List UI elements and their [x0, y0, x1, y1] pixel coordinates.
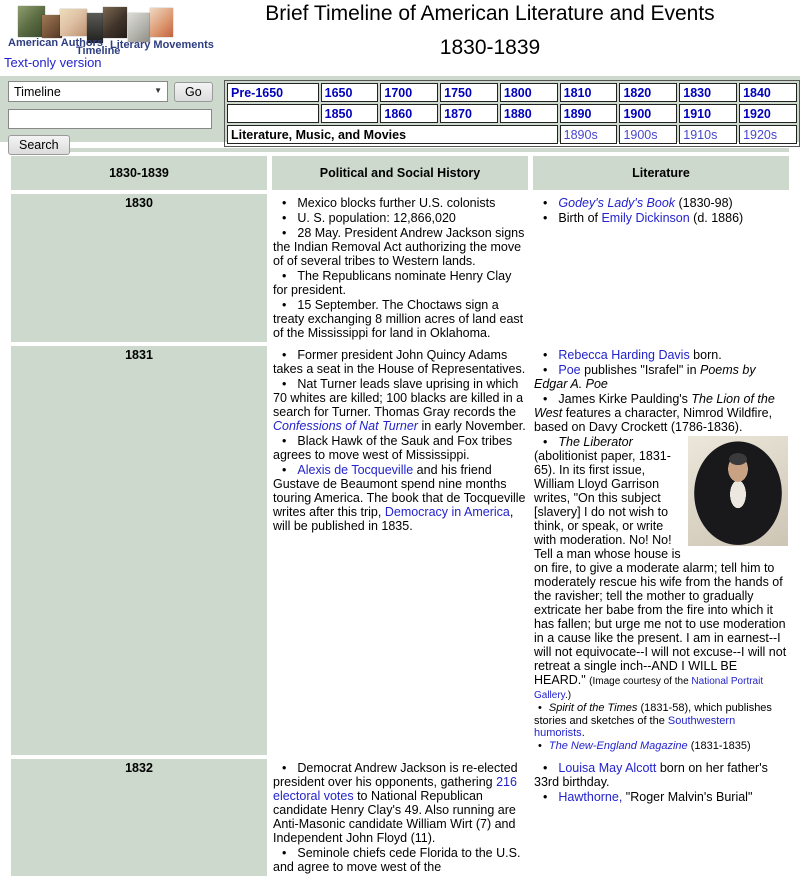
timeline-bullet-item: • The Republicans nominate Henry Clay for president. — [273, 269, 527, 297]
literary-movements-link[interactable]: Literary Movements — [110, 39, 214, 51]
nav-link-1830[interactable]: 1830 — [683, 85, 712, 100]
text-link[interactable]: Rebecca Harding Davis — [558, 348, 690, 362]
timeline-bullet-item: • Poe publishes "Israfel" in Poems by Edgar A. Poe — [534, 363, 788, 391]
nav-link-1870[interactable]: 1870 — [444, 106, 472, 121]
nav-link-1890[interactable]: 1890 — [563, 106, 592, 121]
search-form — [8, 81, 213, 155]
timeline-table — [6, 144, 794, 880]
history-column-header: Political and Social History — [272, 156, 528, 190]
timeline-thumbnail-icon[interactable] — [60, 9, 87, 36]
chevron-down-icon: ▼ — [154, 86, 162, 96]
text-link[interactable]: Hawthorne, — [558, 789, 623, 804]
history-list-1831 — [273, 348, 527, 533]
timeline-bullet-item: • Democrat Andrew Jackson is re-elected president over his opponents, gathering 216 electoral votes to National Republican candidate Henry Clay's 49. Also running are Anti-Masonic candidate William Wirt (7) and Independent John Floyd (11). — [273, 761, 527, 845]
nav-link-1890s[interactable]: 1890s — [563, 127, 598, 142]
timeline-bullet-item: • Hawthorne, "Roger Malvin's Burial" — [534, 790, 788, 804]
text-link[interactable]: National Portrait Gallery — [534, 676, 764, 702]
literature-music-movies-label: Literature, Music, and Movies — [227, 125, 558, 144]
timeline-bullet-item: • Black Hawk of the Sauk and Fox tribes agrees to move west of Mississippi. — [273, 434, 527, 462]
text-link[interactable]: Louisa May Alcott — [558, 760, 657, 775]
nav-link-1910[interactable]: 1910 — [683, 106, 712, 121]
nav-link-pre1650[interactable]: Pre-1650 — [231, 85, 284, 100]
nav-link-1860[interactable]: 1860 — [384, 106, 413, 121]
masthead — [0, 0, 800, 74]
timeline-bullet-item: • Former president John Quincy Adams takes a seat in the House of Representatives. — [273, 348, 527, 376]
timeline-link[interactable]: Timeline — [76, 45, 121, 57]
timeline-bullet-item: • Godey's Lady's Book (1830-98) — [534, 196, 788, 210]
timeline-bullet-item: • Nat Turner leads slave uprising in which 70 whites are killed; 100 blacks are killed in a search for Turner. Thomas Gray records the Confessions of Nat Turner in early November. — [273, 377, 527, 433]
nav-link-1880[interactable]: 1880 — [503, 106, 532, 121]
nav-link-1920[interactable]: 1920 — [743, 106, 771, 121]
literature-list-1831 — [534, 348, 788, 753]
text-link[interactable]: Democracy in America — [384, 505, 510, 519]
timeline-bullet-item: • Mexico blocks further U.S. colonists — [273, 196, 527, 210]
timeline-bullet-item: • The New-England Magazine (1831-1835) — [534, 740, 788, 752]
literary-movements-thumbnail-icon[interactable] — [150, 8, 173, 37]
nav-link-1650[interactable]: 1650 — [324, 85, 353, 100]
timeline-bullet-item: • Louisa May Alcott born on her father's 33rd birthday. — [534, 761, 788, 789]
year-label-1832: 1832 — [11, 759, 267, 876]
american-authors-link[interactable]: American Authors — [8, 37, 103, 49]
nav-link-1800[interactable]: 1800 — [503, 85, 532, 100]
nav-link-1920s[interactable]: 1920s — [743, 127, 778, 142]
nav-link-1910s[interactable]: 1910s — [683, 127, 718, 142]
text-link[interactable]: Emily Dickinson — [601, 211, 690, 225]
timeline-bullet-item: • Seminole chiefs cede Florida to the U.S. and agree to move west of the — [273, 846, 527, 874]
text-link[interactable]: Alexis de Tocqueville — [297, 463, 414, 477]
nav-link-1900s[interactable]: 1900s — [623, 127, 658, 142]
literary-movements-thumbnail-icon[interactable] — [103, 7, 127, 38]
year-label-1831: 1831 — [11, 346, 267, 755]
nav-link-1840[interactable]: 1840 — [743, 85, 771, 100]
literature-list-1832 — [534, 761, 788, 804]
history-list-1832 — [273, 761, 527, 874]
text-link[interactable]: Poe — [558, 363, 581, 377]
timeline-bullet-item: • Birth of Emily Dickinson (d. 1886) — [534, 211, 788, 225]
text-link[interactable]: The New-England Magazine — [548, 740, 688, 753]
text-only-version-link[interactable]: Text-only version — [4, 55, 102, 70]
timeline-bullet-item: • 15 September. The Choctaws sign a treaty exchanging 8 million acres of land east of the Mississippi for land in Oklahoma. — [273, 298, 527, 340]
nav-link-1850[interactable]: 1850 — [324, 106, 353, 121]
text-link[interactable]: Confessions of Nat Turner — [273, 419, 418, 433]
text-link[interactable]: 216 electoral votes — [273, 774, 517, 803]
search-input[interactable] — [8, 109, 212, 129]
nav-link-1700[interactable]: 1700 — [384, 85, 413, 100]
go-button[interactable]: Go — [174, 82, 213, 102]
page-title — [185, 2, 795, 59]
year-label-1830: 1830 — [11, 194, 267, 342]
page-title-line2: 1830-1839 — [439, 35, 541, 59]
nav-link-1900[interactable]: 1900 — [623, 106, 652, 121]
literature-column-header: Literature — [533, 156, 789, 190]
text-link[interactable]: Godey's Lady's Book — [558, 196, 676, 210]
page-title-line1: Brief Timeline of American Literature and Events — [265, 2, 715, 25]
timeline-select[interactable] — [8, 81, 168, 102]
navigation-band — [0, 76, 800, 152]
timeline-select-value: Timeline — [14, 84, 61, 99]
timeline-bullet-item: • James Kirke Paulding's The Lion of the West features a character, Nimrod Wildfire, based on Davy Crockett (1786-1836). — [534, 392, 788, 434]
timeline-bullet-item: • Alexis de Tocqueville and his friend Gustave de Beaumont spend nine months touring America. The book that de Tocqueville writes after this trip, Democracy in America, will be published in 1835. — [273, 463, 527, 533]
nav-link-1820[interactable]: 1820 — [623, 85, 652, 100]
search-button[interactable]: Search — [8, 135, 70, 155]
history-list-1830 — [273, 196, 527, 340]
timeline-bullet-item: • Rebecca Harding Davis born. — [534, 348, 788, 362]
text-link[interactable]: Southwestern humorists — [534, 714, 736, 739]
decade-range-header: 1830-1839 — [11, 156, 267, 190]
nav-link-1750[interactable]: 1750 — [444, 85, 472, 100]
decade-navigation-table — [224, 80, 800, 147]
timeline-bullet-item: • Spirit of the Times (1831-58), which publishes stories and sketches of the Southwestern humorists. — [534, 702, 788, 739]
american-authors-thumbnail-icon[interactable] — [42, 15, 62, 38]
timeline-bullet-item: • The Liberator (abolitionist paper, 1831-65). In its first issue, William Lloyd Garrison writes, "On this subject [slavery] I do not wish to think, or speak, or write with moderation. No! No! Tell a man whose house is on fire, to give a moderate alarm; tell him to moderately rescue his wife from the hands of the ravisher; tell the mother to gradually extricate her babe from the fire into which it has fallen; but urge me not to use moderation in a cause like the present. I am in earnest--I will not equivocate--I will not excuse--I will not retreat a single inch--AND I WILL BE HEARD." (Image courtesy of the National Portrait Gallery.) — [534, 435, 788, 701]
timeline-bullet-item: • 28 May. President Andrew Jackson signs the Indian Removal Act authorizing the move of of several tribes to Western lands. — [273, 226, 527, 268]
literature-list-1830 — [534, 196, 788, 225]
literary-movements-thumbnail-icon[interactable] — [128, 13, 150, 42]
nav-link-1810[interactable]: 1810 — [563, 85, 592, 100]
garrison-portrait-image — [688, 436, 788, 546]
timeline-bullet-item: • U. S. population: 12,866,020 — [273, 211, 527, 225]
american-authors-thumbnail-icon[interactable] — [18, 6, 45, 37]
